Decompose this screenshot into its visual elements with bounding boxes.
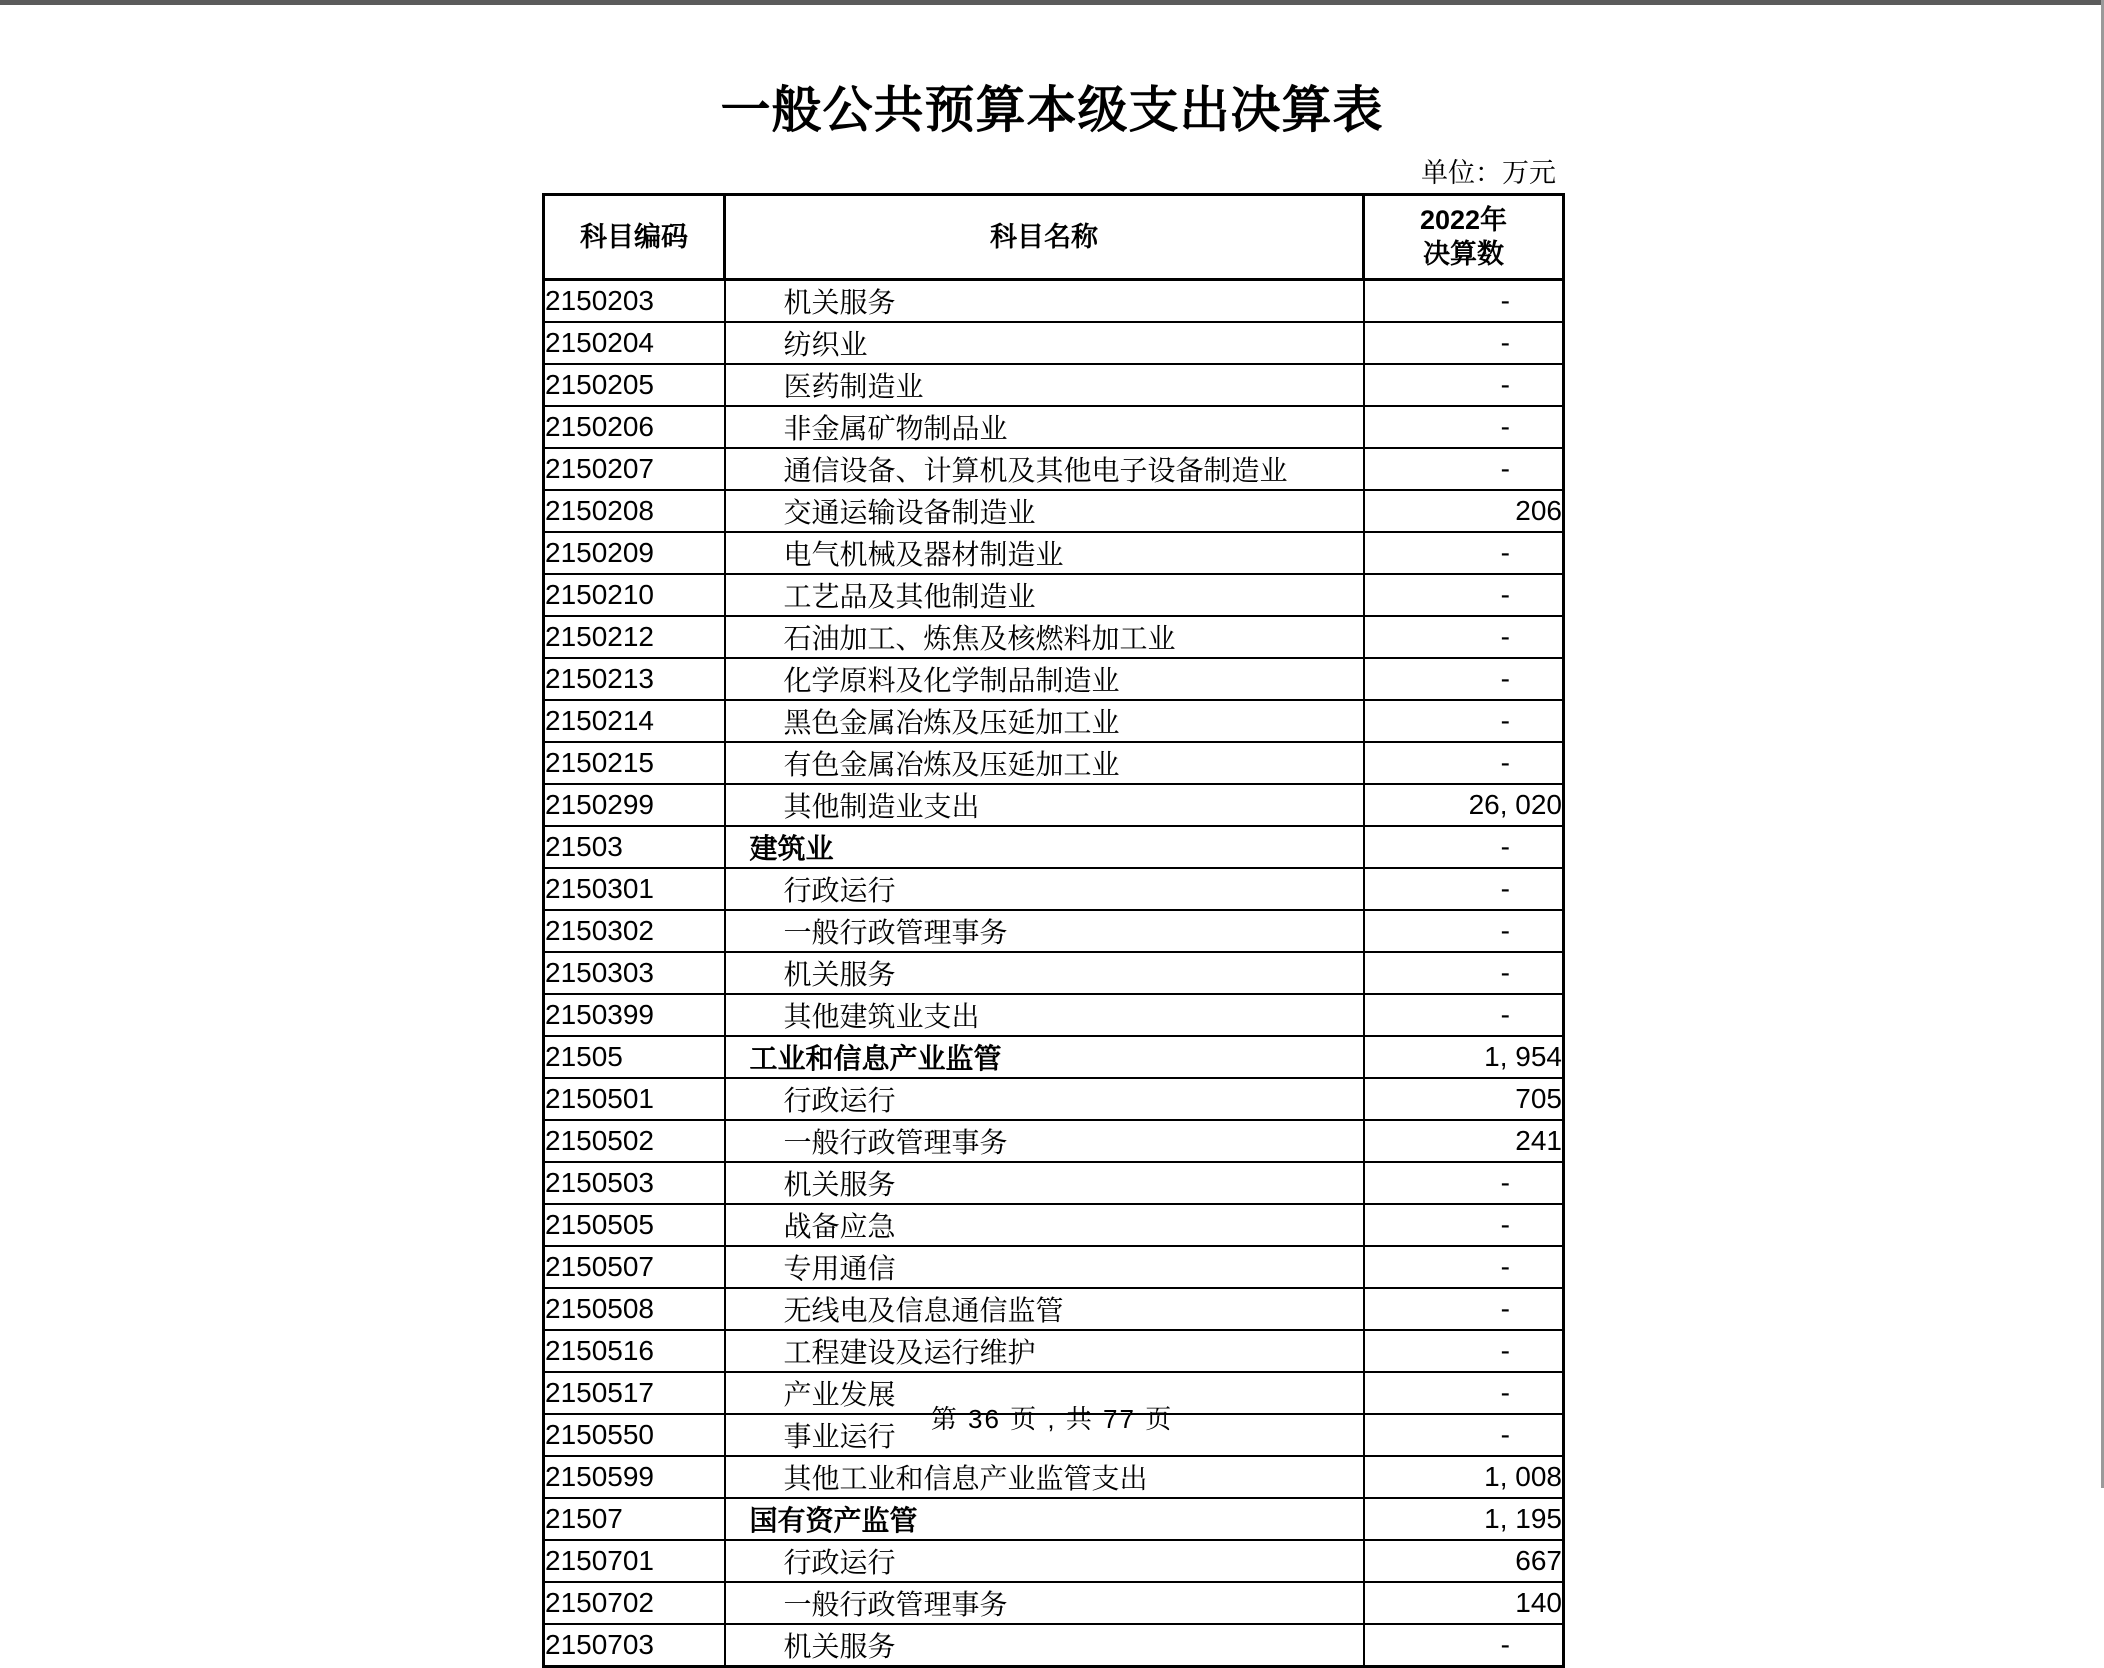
header-row bbox=[544, 195, 1564, 280]
subject-name-cell: 纺织业 bbox=[725, 322, 1364, 364]
subject-name-cell: 一般行政管理事务 bbox=[725, 1120, 1364, 1162]
table-row bbox=[544, 1036, 1564, 1078]
table-row bbox=[544, 1330, 1564, 1372]
value-cell: 667 bbox=[1364, 1540, 1564, 1582]
subject-code-cell: 2150517 bbox=[544, 1372, 725, 1414]
subject-name-cell: 机关服务 bbox=[725, 952, 1364, 994]
table-row bbox=[544, 784, 1564, 826]
table-row bbox=[544, 952, 1564, 994]
table-row bbox=[544, 1120, 1564, 1162]
subject-code-cell: 2150399 bbox=[544, 994, 725, 1036]
subject-code-cell: 2150303 bbox=[544, 952, 725, 994]
subject-name-cell: 专用通信 bbox=[725, 1246, 1364, 1288]
subject-code-cell: 2150508 bbox=[544, 1288, 725, 1330]
value-cell: - bbox=[1364, 322, 1564, 364]
table-row bbox=[544, 616, 1564, 658]
subject-code-cell: 2150503 bbox=[544, 1162, 725, 1204]
subject-name-cell: 电气机械及器材制造业 bbox=[725, 532, 1364, 574]
value-cell: - bbox=[1364, 826, 1564, 868]
subject-name-cell: 化学原料及化学制品制造业 bbox=[725, 658, 1364, 700]
subject-code-cell: 2150215 bbox=[544, 742, 725, 784]
table-row bbox=[544, 1204, 1564, 1246]
value-cell: - bbox=[1364, 1414, 1564, 1456]
header-subject-name: 科目名称 bbox=[725, 195, 1364, 280]
subject-code-cell: 2150501 bbox=[544, 1078, 725, 1120]
table-row bbox=[544, 1246, 1564, 1288]
subject-name-cell: 一般行政管理事务 bbox=[725, 910, 1364, 952]
value-cell: 140 bbox=[1364, 1582, 1564, 1624]
value-cell: 26, 020 bbox=[1364, 784, 1564, 826]
value-cell: 1, 195 bbox=[1364, 1498, 1564, 1540]
subject-code-cell: 2150207 bbox=[544, 448, 725, 490]
subject-code-cell: 2150599 bbox=[544, 1456, 725, 1498]
page-title: 一般公共预算本级支出决算表 bbox=[720, 82, 1384, 138]
subject-code-cell: 2150206 bbox=[544, 406, 725, 448]
value-cell: - bbox=[1364, 742, 1564, 784]
table-row bbox=[544, 1456, 1564, 1498]
table-row bbox=[544, 1582, 1564, 1624]
value-cell: - bbox=[1364, 406, 1564, 448]
subject-code-cell: 21505 bbox=[544, 1036, 725, 1078]
table-row bbox=[544, 364, 1564, 406]
subject-code-cell: 2150502 bbox=[544, 1120, 725, 1162]
value-cell: - bbox=[1364, 532, 1564, 574]
header-value-line2: 决算数 bbox=[1423, 239, 1504, 269]
subject-code-cell: 2150205 bbox=[544, 364, 725, 406]
subject-code-cell: 2150213 bbox=[544, 658, 725, 700]
table-row bbox=[544, 280, 1564, 323]
table-row bbox=[544, 406, 1564, 448]
subject-code-cell: 2150505 bbox=[544, 1204, 725, 1246]
budget-table bbox=[542, 193, 1565, 1668]
subject-name-cell: 国有资产监管 bbox=[725, 1498, 1364, 1540]
value-cell: 1, 008 bbox=[1364, 1456, 1564, 1498]
subject-name-cell: 医药制造业 bbox=[725, 364, 1364, 406]
value-cell: - bbox=[1364, 1330, 1564, 1372]
table-row bbox=[544, 448, 1564, 490]
value-cell: - bbox=[1364, 448, 1564, 490]
subject-name-cell: 一般行政管理事务 bbox=[725, 1582, 1364, 1624]
subject-name-cell: 建筑业 bbox=[725, 826, 1364, 868]
table-row bbox=[544, 1078, 1564, 1120]
subject-code-cell: 2150302 bbox=[544, 910, 725, 952]
subject-name-cell: 工程建设及运行维护 bbox=[725, 1330, 1364, 1372]
unit-label: 单位：万元 bbox=[1421, 158, 1556, 188]
value-cell: - bbox=[1364, 616, 1564, 658]
subject-code-cell: 2150299 bbox=[544, 784, 725, 826]
header-value-2022 bbox=[1364, 195, 1564, 280]
table-row bbox=[544, 742, 1564, 784]
subject-code-cell: 2150301 bbox=[544, 868, 725, 910]
value-cell: - bbox=[1364, 1162, 1564, 1204]
subject-code-cell: 2150214 bbox=[544, 700, 725, 742]
subject-code-cell: 2150210 bbox=[544, 574, 725, 616]
subject-name-cell: 石油加工、炼焦及核燃料加工业 bbox=[725, 616, 1364, 658]
subject-code-cell: 21507 bbox=[544, 1498, 725, 1540]
subject-name-cell: 事业运行 bbox=[725, 1414, 1364, 1456]
subject-name-cell: 其他制造业支出 bbox=[725, 784, 1364, 826]
subject-name-cell: 黑色金属冶炼及压延加工业 bbox=[725, 700, 1364, 742]
header-subject-code: 科目编码 bbox=[544, 195, 725, 280]
value-cell: - bbox=[1364, 1204, 1564, 1246]
value-cell: - bbox=[1364, 994, 1564, 1036]
table-row bbox=[544, 1540, 1564, 1582]
subject-name-cell: 其他工业和信息产业监管支出 bbox=[725, 1456, 1364, 1498]
table-row bbox=[544, 910, 1564, 952]
table-row bbox=[544, 532, 1564, 574]
window-top-edge bbox=[0, 0, 2104, 5]
table-row bbox=[544, 490, 1564, 532]
value-cell: 1, 954 bbox=[1364, 1036, 1564, 1078]
table-row bbox=[544, 700, 1564, 742]
subject-code-cell: 2150701 bbox=[544, 1540, 725, 1582]
subject-name-cell: 非金属矿物制品业 bbox=[725, 406, 1364, 448]
subject-name-cell: 行政运行 bbox=[725, 868, 1364, 910]
subject-code-cell: 2150209 bbox=[544, 532, 725, 574]
subject-code-cell: 2150204 bbox=[544, 322, 725, 364]
table-row bbox=[544, 322, 1564, 364]
subject-name-cell: 机关服务 bbox=[725, 280, 1364, 323]
value-cell: 241 bbox=[1364, 1120, 1564, 1162]
subject-name-cell: 机关服务 bbox=[725, 1162, 1364, 1204]
subject-code-cell: 2150208 bbox=[544, 490, 725, 532]
table-row bbox=[544, 658, 1564, 700]
value-cell: - bbox=[1364, 952, 1564, 994]
subject-code-cell: 2150702 bbox=[544, 1582, 725, 1624]
subject-name-cell: 机关服务 bbox=[725, 1624, 1364, 1667]
table-row bbox=[544, 1624, 1564, 1667]
table-row bbox=[544, 868, 1564, 910]
subject-code-cell: 2150550 bbox=[544, 1414, 725, 1456]
subject-name-cell: 其他建筑业支出 bbox=[725, 994, 1364, 1036]
value-cell: - bbox=[1364, 574, 1564, 616]
subject-code-cell: 21503 bbox=[544, 826, 725, 868]
subject-code-cell: 2150203 bbox=[544, 280, 725, 323]
value-cell: - bbox=[1364, 280, 1564, 323]
table-row bbox=[544, 574, 1564, 616]
value-cell: - bbox=[1364, 1372, 1564, 1414]
subject-code-cell: 2150516 bbox=[544, 1330, 725, 1372]
page-number-footer: 第 36 页 , 共 77 页 bbox=[930, 1404, 1174, 1434]
value-cell: - bbox=[1364, 658, 1564, 700]
subject-code-cell: 2150703 bbox=[544, 1624, 725, 1667]
value-cell: - bbox=[1364, 1624, 1564, 1667]
subject-code-cell: 2150507 bbox=[544, 1246, 725, 1288]
table-row bbox=[544, 1162, 1564, 1204]
table-header bbox=[544, 195, 1564, 280]
value-cell: 705 bbox=[1364, 1078, 1564, 1120]
subject-code-cell: 2150212 bbox=[544, 616, 725, 658]
table-row bbox=[544, 994, 1564, 1036]
value-cell: - bbox=[1364, 1246, 1564, 1288]
subject-name-cell: 交通运输设备制造业 bbox=[725, 490, 1364, 532]
value-cell: - bbox=[1364, 364, 1564, 406]
value-cell: - bbox=[1364, 1288, 1564, 1330]
subject-name-cell: 行政运行 bbox=[725, 1078, 1364, 1120]
table-row bbox=[544, 1498, 1564, 1540]
subject-name-cell: 行政运行 bbox=[725, 1540, 1364, 1582]
table-row bbox=[544, 1288, 1564, 1330]
subject-name-cell: 工艺品及其他制造业 bbox=[725, 574, 1364, 616]
subject-name-cell: 有色金属冶炼及压延加工业 bbox=[725, 742, 1364, 784]
subject-name-cell: 工业和信息产业监管 bbox=[725, 1036, 1364, 1078]
value-cell: 206 bbox=[1364, 490, 1564, 532]
subject-name-cell: 产业发展 bbox=[725, 1372, 1364, 1414]
subject-name-cell: 无线电及信息通信监管 bbox=[725, 1288, 1364, 1330]
subject-name-cell: 通信设备、计算机及其他电子设备制造业 bbox=[725, 448, 1364, 490]
subject-name-cell: 战备应急 bbox=[725, 1204, 1364, 1246]
value-cell: - bbox=[1364, 910, 1564, 952]
table-row bbox=[544, 826, 1564, 868]
value-cell: - bbox=[1364, 868, 1564, 910]
value-cell: - bbox=[1364, 700, 1564, 742]
header-value-line1: 2022年 bbox=[1419, 205, 1508, 235]
table-body bbox=[544, 280, 1564, 1667]
